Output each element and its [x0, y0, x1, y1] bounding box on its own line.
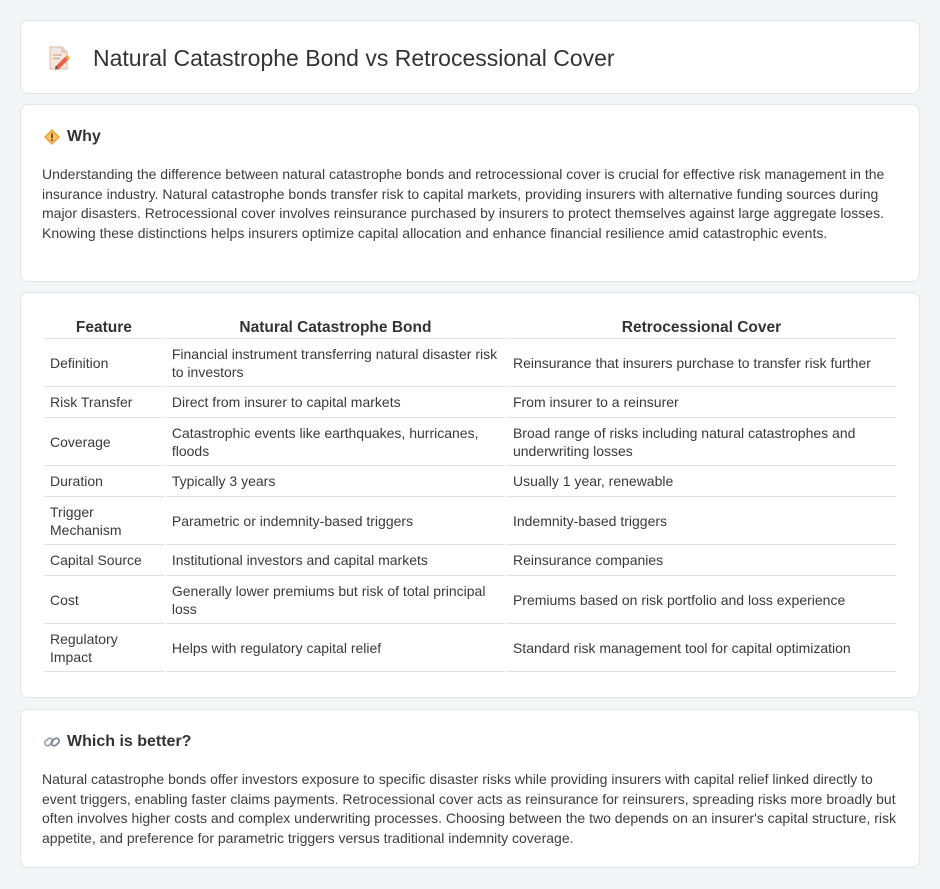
header-retro-cover: Retrocessional Cover	[507, 313, 896, 339]
title-row	[45, 43, 615, 73]
title-card	[20, 20, 920, 94]
feature-cell: Trigger Mechanism	[44, 497, 164, 545]
feature-cell: Regulatory Impact	[44, 624, 164, 672]
why-section	[20, 104, 920, 282]
table-row	[44, 466, 896, 497]
retro-cell: Reinsurance that insurers purchase to transfer risk further	[507, 339, 896, 387]
feature-cell: Coverage	[44, 418, 164, 466]
document-pencil-icon	[45, 44, 73, 72]
comparison-section	[20, 292, 920, 698]
cat-bond-cell: Parametric or indemnity-based triggers	[166, 497, 505, 545]
table-row	[44, 387, 896, 418]
which-is-better-section	[20, 709, 920, 868]
table-header-row	[44, 313, 896, 339]
table-row	[44, 497, 896, 545]
retro-cell: Standard risk management tool for capital optimization	[507, 624, 896, 672]
better-heading-row	[43, 733, 191, 751]
retro-cell: Premiums based on risk portfolio and loss experience	[507, 576, 896, 624]
page-title: Natural Catastrophe Bond vs Retrocessional Cover	[93, 45, 615, 71]
feature-cell: Cost	[44, 576, 164, 624]
header-feature: Feature	[44, 313, 164, 339]
header-cat-bond: Natural Catastrophe Bond	[166, 313, 505, 339]
cat-bond-cell: Generally lower premiums but risk of total principal loss	[166, 576, 505, 624]
diamond-alert-icon	[43, 128, 61, 146]
better-paragraph: Natural catastrophe bonds offer investors exposure to specific disaster risks while providing insurers with capital relief linked directly to event triggers, enabling faster claims payments. Retrocessional cover acts as reinsurance for reinsurers, spreading risks more broadly but often involves higher costs and complex underwriting processes. Choosing between the two depends on an insurer's capital structure, risk appetite, and preference for parametric triggers versus traditional indemnity coverage.	[42, 771, 897, 846]
comparison-table	[42, 313, 898, 672]
cat-bond-cell: Institutional investors and capital markets	[166, 545, 505, 576]
table-row	[44, 576, 896, 624]
cat-bond-cell: Financial instrument transferring natural disaster risk to investors	[166, 339, 505, 387]
feature-cell: Risk Transfer	[44, 387, 164, 418]
feature-cell: Capital Source	[44, 545, 164, 576]
table-row	[44, 624, 896, 672]
retro-cell: From insurer to a reinsurer	[507, 387, 896, 418]
why-heading: Why	[67, 128, 101, 145]
link-icon	[43, 733, 61, 751]
cat-bond-cell: Catastrophic events like earthquakes, hurricanes, floods	[166, 418, 505, 466]
feature-cell: Duration	[44, 466, 164, 497]
retro-cell: Indemnity-based triggers	[507, 497, 896, 545]
table-row	[44, 339, 896, 387]
cat-bond-cell: Helps with regulatory capital relief	[166, 624, 505, 672]
retro-cell: Usually 1 year, renewable	[507, 466, 896, 497]
cat-bond-cell: Direct from insurer to capital markets	[166, 387, 505, 418]
why-heading-row	[43, 128, 101, 146]
why-paragraph: Understanding the difference between natural catastrophe bonds and retrocessional cover is crucial for effective risk management in the insurance industry. Natural catastrophe bonds transfer risk to capital markets, providing insurers with alternative funding sources during major disasters. Retrocessional cover involves reinsurance purchased by insurers to protect themselves against large aggregate losses. Knowing these distinctions helps insurers optimize capital allocation and enhance financial resilience amid catastrophic events.	[42, 166, 885, 241]
table-row	[44, 545, 896, 576]
feature-cell: Definition	[44, 339, 164, 387]
better-heading: Which is better?	[67, 733, 192, 750]
retro-cell: Broad range of risks including natural catastrophes and underwriting losses	[507, 418, 896, 466]
table-row	[44, 418, 896, 466]
retro-cell: Reinsurance companies	[507, 545, 896, 576]
cat-bond-cell: Typically 3 years	[166, 466, 505, 497]
